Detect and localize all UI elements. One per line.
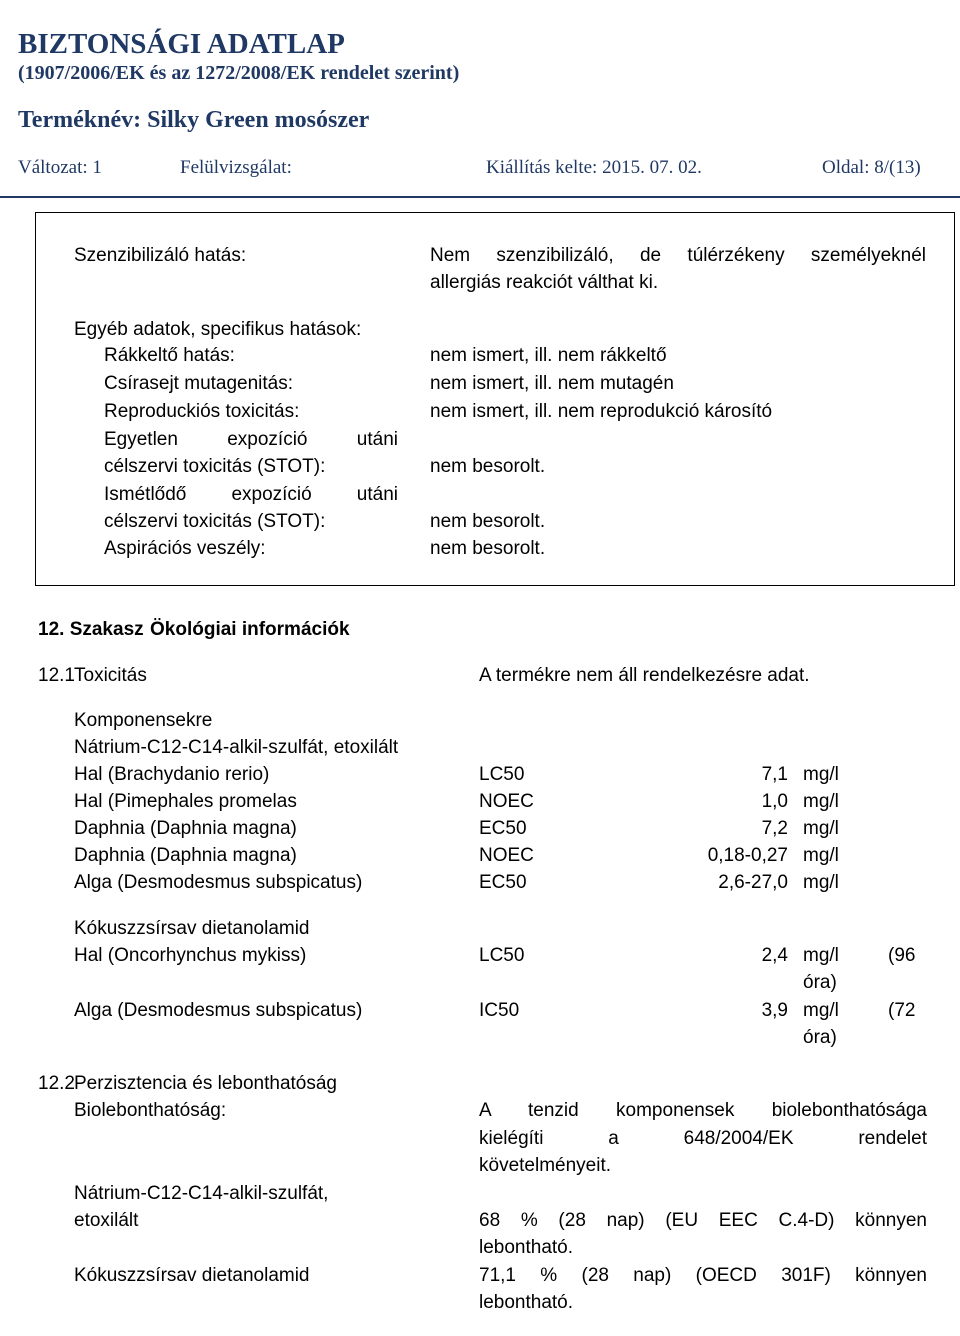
stot-repeated-label-line2: célszervi toxicitás (STOT): <box>104 511 326 532</box>
comp1-organism: Daphnia (Daphnia magna) <box>74 845 297 866</box>
comp2-duration-unit: óra) <box>803 1027 837 1048</box>
persistence-number: 12.2 <box>38 1073 75 1094</box>
comp1-unit: mg/l <box>803 872 839 893</box>
comp1-value: 7,2 <box>761 818 788 839</box>
comp1-organism: Hal (Brachydanio rerio) <box>74 764 270 785</box>
comp1-test: NOEC <box>479 791 534 812</box>
regulation-subtitle: (1907/2006/EK és az 1272/2008/EK rendelet szerint) <box>18 62 460 84</box>
biodegradability-value-line3: követelményeit. <box>479 1155 612 1176</box>
biodegradability-label: Biolebonthatóság: <box>74 1100 227 1121</box>
sensitisation-label: Szenzibilizáló hatás: <box>74 245 247 266</box>
product-name: Terméknév: Silky Green mosószer <box>18 107 370 133</box>
comp1-unit: mg/l <box>803 791 839 812</box>
mutagenicity-label: Csírasejt mutagenitás: <box>104 373 294 394</box>
comp1-test: EC50 <box>479 872 527 893</box>
comp2-unit: mg/l <box>803 945 839 966</box>
reproductive-toxicity-label: Reproduckiós toxicitás: <box>104 401 300 422</box>
comp1-organism: Daphnia (Daphnia magna) <box>74 818 297 839</box>
section-number: 12. Szakasz <box>38 619 144 640</box>
comp2-value: 2,4 <box>761 945 788 966</box>
comp2-unit: mg/l <box>803 1000 839 1021</box>
coconut-dea-value-line1: 71,1 % (28 nap) (OECD 301F) könnyen <box>479 1265 927 1286</box>
persistence-label: Perzisztencia és lebonthatóság <box>74 1073 337 1094</box>
version-label: Változat: 1 <box>18 157 102 178</box>
comp1-unit: mg/l <box>803 845 839 866</box>
aspiration-label: Aspirációs veszély: <box>104 538 266 559</box>
comp1-test: LC50 <box>479 764 525 785</box>
stot-repeated-label-line1: Ismétlődő expozíció utáni <box>104 484 398 505</box>
comp1-unit: mg/l <box>803 818 839 839</box>
coconut-dea-label: Kókuszzsírsav dietanolamid <box>74 1265 310 1286</box>
issue-date: Kiállítás kelte: 2015. 07. 02. <box>486 157 702 178</box>
comp1-unit: mg/l <box>803 764 839 785</box>
carcinogenicity-value: nem ismert, ill. nem rákkeltő <box>430 345 667 366</box>
comp2-test: IC50 <box>479 1000 520 1021</box>
other-effects-heading: Egyéb adatok, specifikus hatások: <box>74 319 362 340</box>
sensitisation-value-line2: allergiás reakciót válthat ki. <box>430 272 659 293</box>
carcinogenicity-label: Rákkeltő hatás: <box>104 345 235 366</box>
reproductive-toxicity-value: nem ismert, ill. nem reprodukció károsító <box>430 401 773 422</box>
component-2-name: Kókuszzsírsav dietanolamid <box>74 918 310 939</box>
comp2-test: LC50 <box>479 945 525 966</box>
document-title: BIZTONSÁGI ADATLAP <box>18 28 345 60</box>
comp1-value: 0,18-0,27 <box>707 845 788 866</box>
comp2-duration: (72 <box>888 1000 916 1021</box>
comp2-organism: Hal (Oncorhynchus mykiss) <box>74 945 307 966</box>
component-1-name: Nátrium-C12-C14-alkil-szulfát, etoxilált <box>74 737 399 758</box>
comp2-value: 3,9 <box>761 1000 788 1021</box>
comp2-duration-unit: óra) <box>803 972 837 993</box>
comp1-test: NOEC <box>479 845 534 866</box>
comp1-value: 2,6-27,0 <box>718 872 788 893</box>
toxicity-number: 12.1 <box>38 665 75 686</box>
comp1-value: 7,1 <box>761 764 788 785</box>
comp1-organism: Alga (Desmodesmus subspicatus) <box>74 872 363 893</box>
sodium-sulfate-label-line1: Nátrium-C12-C14-alkil-szulfát, <box>74 1183 329 1204</box>
comp2-duration: (96 <box>888 945 916 966</box>
comp1-value: 1,0 <box>761 791 788 812</box>
aspiration-value: nem besorolt. <box>430 538 546 559</box>
stot-single-label-line1: Egyetlen expozíció utáni <box>104 429 398 450</box>
coconut-dea-value-line2: lebontható. <box>479 1292 574 1313</box>
components-heading: Komponensekre <box>74 710 213 731</box>
mutagenicity-value: nem ismert, ill. nem mutagén <box>430 373 674 394</box>
toxicity-value: A termékre nem áll rendelkezésre adat. <box>479 665 810 686</box>
page-number: Oldal: 8/(13) <box>822 157 921 178</box>
revision-label: Felülvizsgálat: <box>180 157 292 178</box>
sensitisation-value-line1: Nem szenzibilizáló, de túlérzékeny személyeknél <box>430 245 926 266</box>
section-title: Ökológiai információk <box>150 619 350 640</box>
sodium-sulfate-value-line2: lebontható. <box>479 1237 574 1258</box>
toxicity-label: Toxicitás <box>74 665 147 686</box>
sodium-sulfate-value-line1: 68 % (28 nap) (EU EEC C.4-D) könnyen <box>479 1210 927 1231</box>
comp1-organism: Hal (Pimephales promelas <box>74 791 297 812</box>
header-divider <box>0 196 960 198</box>
sodium-sulfate-label-line2: etoxilált <box>74 1210 139 1231</box>
stot-repeated-value: nem besorolt. <box>430 511 546 532</box>
biodegradability-value-line1: A tenzid komponensek biolebonthatósága <box>479 1100 927 1121</box>
stot-single-value: nem besorolt. <box>430 456 546 477</box>
comp1-test: EC50 <box>479 818 527 839</box>
stot-single-label-line2: célszervi toxicitás (STOT): <box>104 456 326 477</box>
biodegradability-value-line2: kielégíti a 648/2004/EK rendelet <box>479 1128 927 1149</box>
comp2-organism: Alga (Desmodesmus subspicatus) <box>74 1000 363 1021</box>
